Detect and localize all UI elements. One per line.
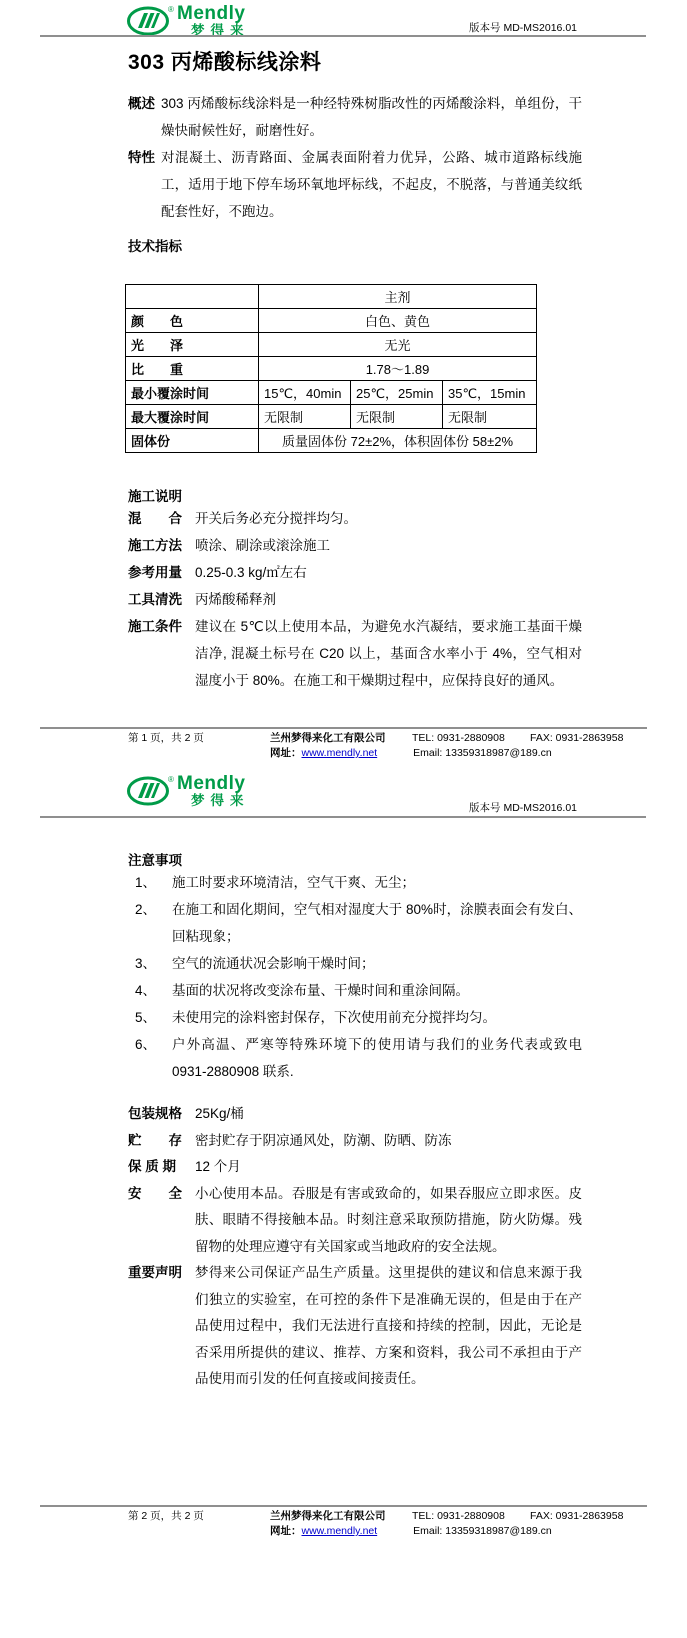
note-text: 在施工和固化期间，空气相对湿度大于 80%时，涂膜表面会有发白、回粘现象； [172,902,582,944]
website-label: 网址： [270,747,302,759]
note-item [128,896,582,950]
note-text: 未使用完的涂料密封保存，下次使用前充分搅拌均匀。 [172,1010,496,1025]
row-value: 无限制 [259,405,351,429]
page-1-footer [40,727,647,761]
row-value: 白色、黄色 [259,309,537,333]
construction-item-cleaning [128,586,582,613]
page-number: 第 1 页，共 2 页 [128,732,204,744]
header-rule [40,35,646,37]
version-label: 版本号 MD-MS2016.01 [469,802,577,814]
note-item [128,1004,582,1031]
row-value: 无限制 [443,405,537,429]
brand-name-chinese: 梦得来 [191,793,250,808]
item-label: 安 全 [128,1185,182,1201]
table-row [126,285,537,309]
mendly-logo-icon [127,774,174,812]
company-name: 兰州梦得来化工有限公司 [270,732,386,744]
footer-row-2 [40,1524,647,1539]
website-label: 网址： [270,1525,302,1537]
construction-title: 施工说明 [128,489,182,504]
detail-safety [128,1181,582,1261]
note-item [128,1031,582,1085]
telephone: TEL: 0931-2880908 [412,732,505,744]
page-1 [0,0,687,760]
page-1-header [0,0,687,37]
construction-item-mixing [128,505,582,532]
page-1-content [0,46,687,694]
row-label: 固体份 [126,429,259,453]
row-value: 无光 [259,333,537,357]
page-number: 第 2 页，共 2 页 [128,1510,204,1522]
version-label: 版本号 MD-MS2016.01 [469,22,577,34]
row-value: 15℃，40min [259,381,351,405]
note-number: 5、 [135,1010,157,1025]
fax: FAX: 0931-2863958 [530,732,624,744]
table-corner-cell [126,285,259,309]
note-text: 空气的流通状况会影响干燥时间； [172,956,375,971]
item-text: 梦得来公司保证产品生产质量。这里提供的建议和信息来源于我们独立的实验室，在可控的条件下是准确无误的，但是由于在产品使用过程中，我们无法进行直接和持续的控制，因此，无论是否采用所提供的建议、推荐、方案和资料，我公司不承担由于产品使用而引发的任何直接或间接责任。 [195,1265,582,1386]
features-label: 特性 [128,150,155,165]
table-row [126,333,537,357]
note-item [128,869,582,896]
row-label: 比 重 [126,357,259,381]
item-label: 参考用量 [128,565,182,580]
note-text: 基面的状况将改变涂布量、干燥时间和重涂间隔。 [172,983,469,998]
page-2 [0,760,687,1638]
page-2-content [0,849,687,1393]
footer-row-1 [40,731,647,746]
table-row [126,381,537,405]
note-number: 6、 [135,1037,157,1052]
product-title: 303 丙烯酸标线涂料 [128,51,322,74]
email: Email: 13359318987@189.cn [413,747,552,759]
row-label: 最大覆涂时间 [126,405,259,429]
row-label: 颜 色 [126,309,259,333]
tech-spec-title: 技术指标 [128,239,182,254]
mendly-logo [127,774,250,812]
item-label: 重要声明 [128,1265,182,1280]
notes-title: 注意事项 [128,853,182,868]
page-2-header [0,760,687,818]
note-number: 3、 [135,956,157,971]
note-item [128,977,582,1004]
detail-shelf-life [128,1154,582,1181]
note-number: 2、 [135,902,157,917]
item-label: 包装规格 [128,1106,182,1121]
table-row [126,309,537,333]
item-text: 喷涂、刷涂或滚涂施工 [195,538,330,553]
item-text: 25Kg/桶 [195,1106,244,1121]
brand-name-chinese: 梦得来 [191,23,250,38]
construction-item-dosage [128,559,582,586]
svg-text:®: ® [168,775,174,784]
telephone: TEL: 0931-2880908 [412,1510,505,1522]
table-row [126,357,537,381]
item-text: 开关后务必充分搅拌均匀。 [195,511,357,526]
item-label: 混 合 [128,511,182,526]
row-value: 25℃，25min [351,381,443,405]
brand-name: Mendly [177,773,246,794]
note-number: 1、 [135,875,157,890]
note-text: 施工时要求环境清洁，空气干爽、无尘； [172,875,415,890]
svg-text:®: ® [168,5,174,14]
company-name: 兰州梦得来化工有限公司 [270,1510,386,1522]
detail-packaging [128,1101,582,1128]
item-label: 保 质 期 [128,1159,177,1174]
overview-section [128,90,582,144]
item-label: 施工条件 [128,619,182,634]
item-label: 贮 存 [128,1132,182,1148]
footer-row-2 [40,746,647,761]
item-label: 工具清洗 [128,592,182,607]
features-text: 对混凝土、沥青路面、金属表面附着力优异，公路、城市道路标线施工，适用于地下停车场环氧地坪标线，不起皮，不脱落，与普通美纹纸配套性好，不跑边。 [161,150,582,219]
note-text: 户外高温、严寒等特殊环境下的使用请与我们的业务代表或致电 0931-2880908 联系. [172,1037,582,1079]
tech-spec-table [125,284,537,453]
row-label: 最小覆涂时间 [126,381,259,405]
construction-item-conditions [128,613,582,694]
email: Email: 13359318987@189.cn [413,1525,552,1537]
website-link[interactable]: www.mendly.net [301,747,378,759]
note-item [128,950,582,977]
header-rule [40,816,646,818]
features-section [128,144,582,225]
overview-text: 303 丙烯酸标线涂料是一种经特殊树脂改性的丙烯酸涂料，单组份，干燥快耐候性好，耐磨性好。 [161,96,582,138]
item-label: 施工方法 [128,538,182,553]
item-text: 小心使用本品。吞服是有害或致命的，如果吞服应立即求医。皮肤、眼睛不得接触本品。时刻注意采取预防措施，防火防爆。残留物的处理应遵守有关国家或当地政府的安全法规。 [195,1185,582,1254]
fax: FAX: 0931-2863958 [530,1510,624,1522]
item-text: 0.25-0.3 kg/㎡左右 [195,565,307,580]
detail-disclaimer [128,1260,582,1393]
item-text: 丙烯酸稀释剂 [195,592,276,607]
item-text: 12 个月 [195,1159,241,1174]
table-main-header: 主剂 [259,285,537,309]
overview-label: 概述 [128,96,155,111]
table-row [126,429,537,453]
detail-storage [128,1128,582,1155]
footer-row-1 [40,1509,647,1524]
row-value: 无限制 [351,405,443,429]
note-number: 4、 [135,983,157,998]
item-text: 密封贮存于阴凉通风处，防潮、防晒、防冻 [195,1132,452,1148]
row-value: 35℃，15min [443,381,537,405]
website-link[interactable]: www.mendly.net [301,1525,378,1537]
mendly-logo-text [177,774,250,808]
page-2-footer [40,1505,647,1539]
item-text: 建议在 5℃以上使用本品，为避免水汽凝结，要求施工基面干燥洁净, 混凝土标号在 C20 以上，基面含水率小于 4%，空气相对湿度小于 80%。在施工和干燥期过程中，应保持良好的通风。 [195,619,582,688]
row-value: 质量固体份 72±2%，体积固体份 58±2% [259,429,537,453]
mendly-logo-text [177,4,250,38]
row-value: 1.78～1.89 [259,357,537,381]
table-row [126,405,537,429]
construction-item-method [128,532,582,559]
brand-name: Mendly [177,3,246,24]
details-section [128,1101,582,1393]
row-label: 光 泽 [126,333,259,357]
